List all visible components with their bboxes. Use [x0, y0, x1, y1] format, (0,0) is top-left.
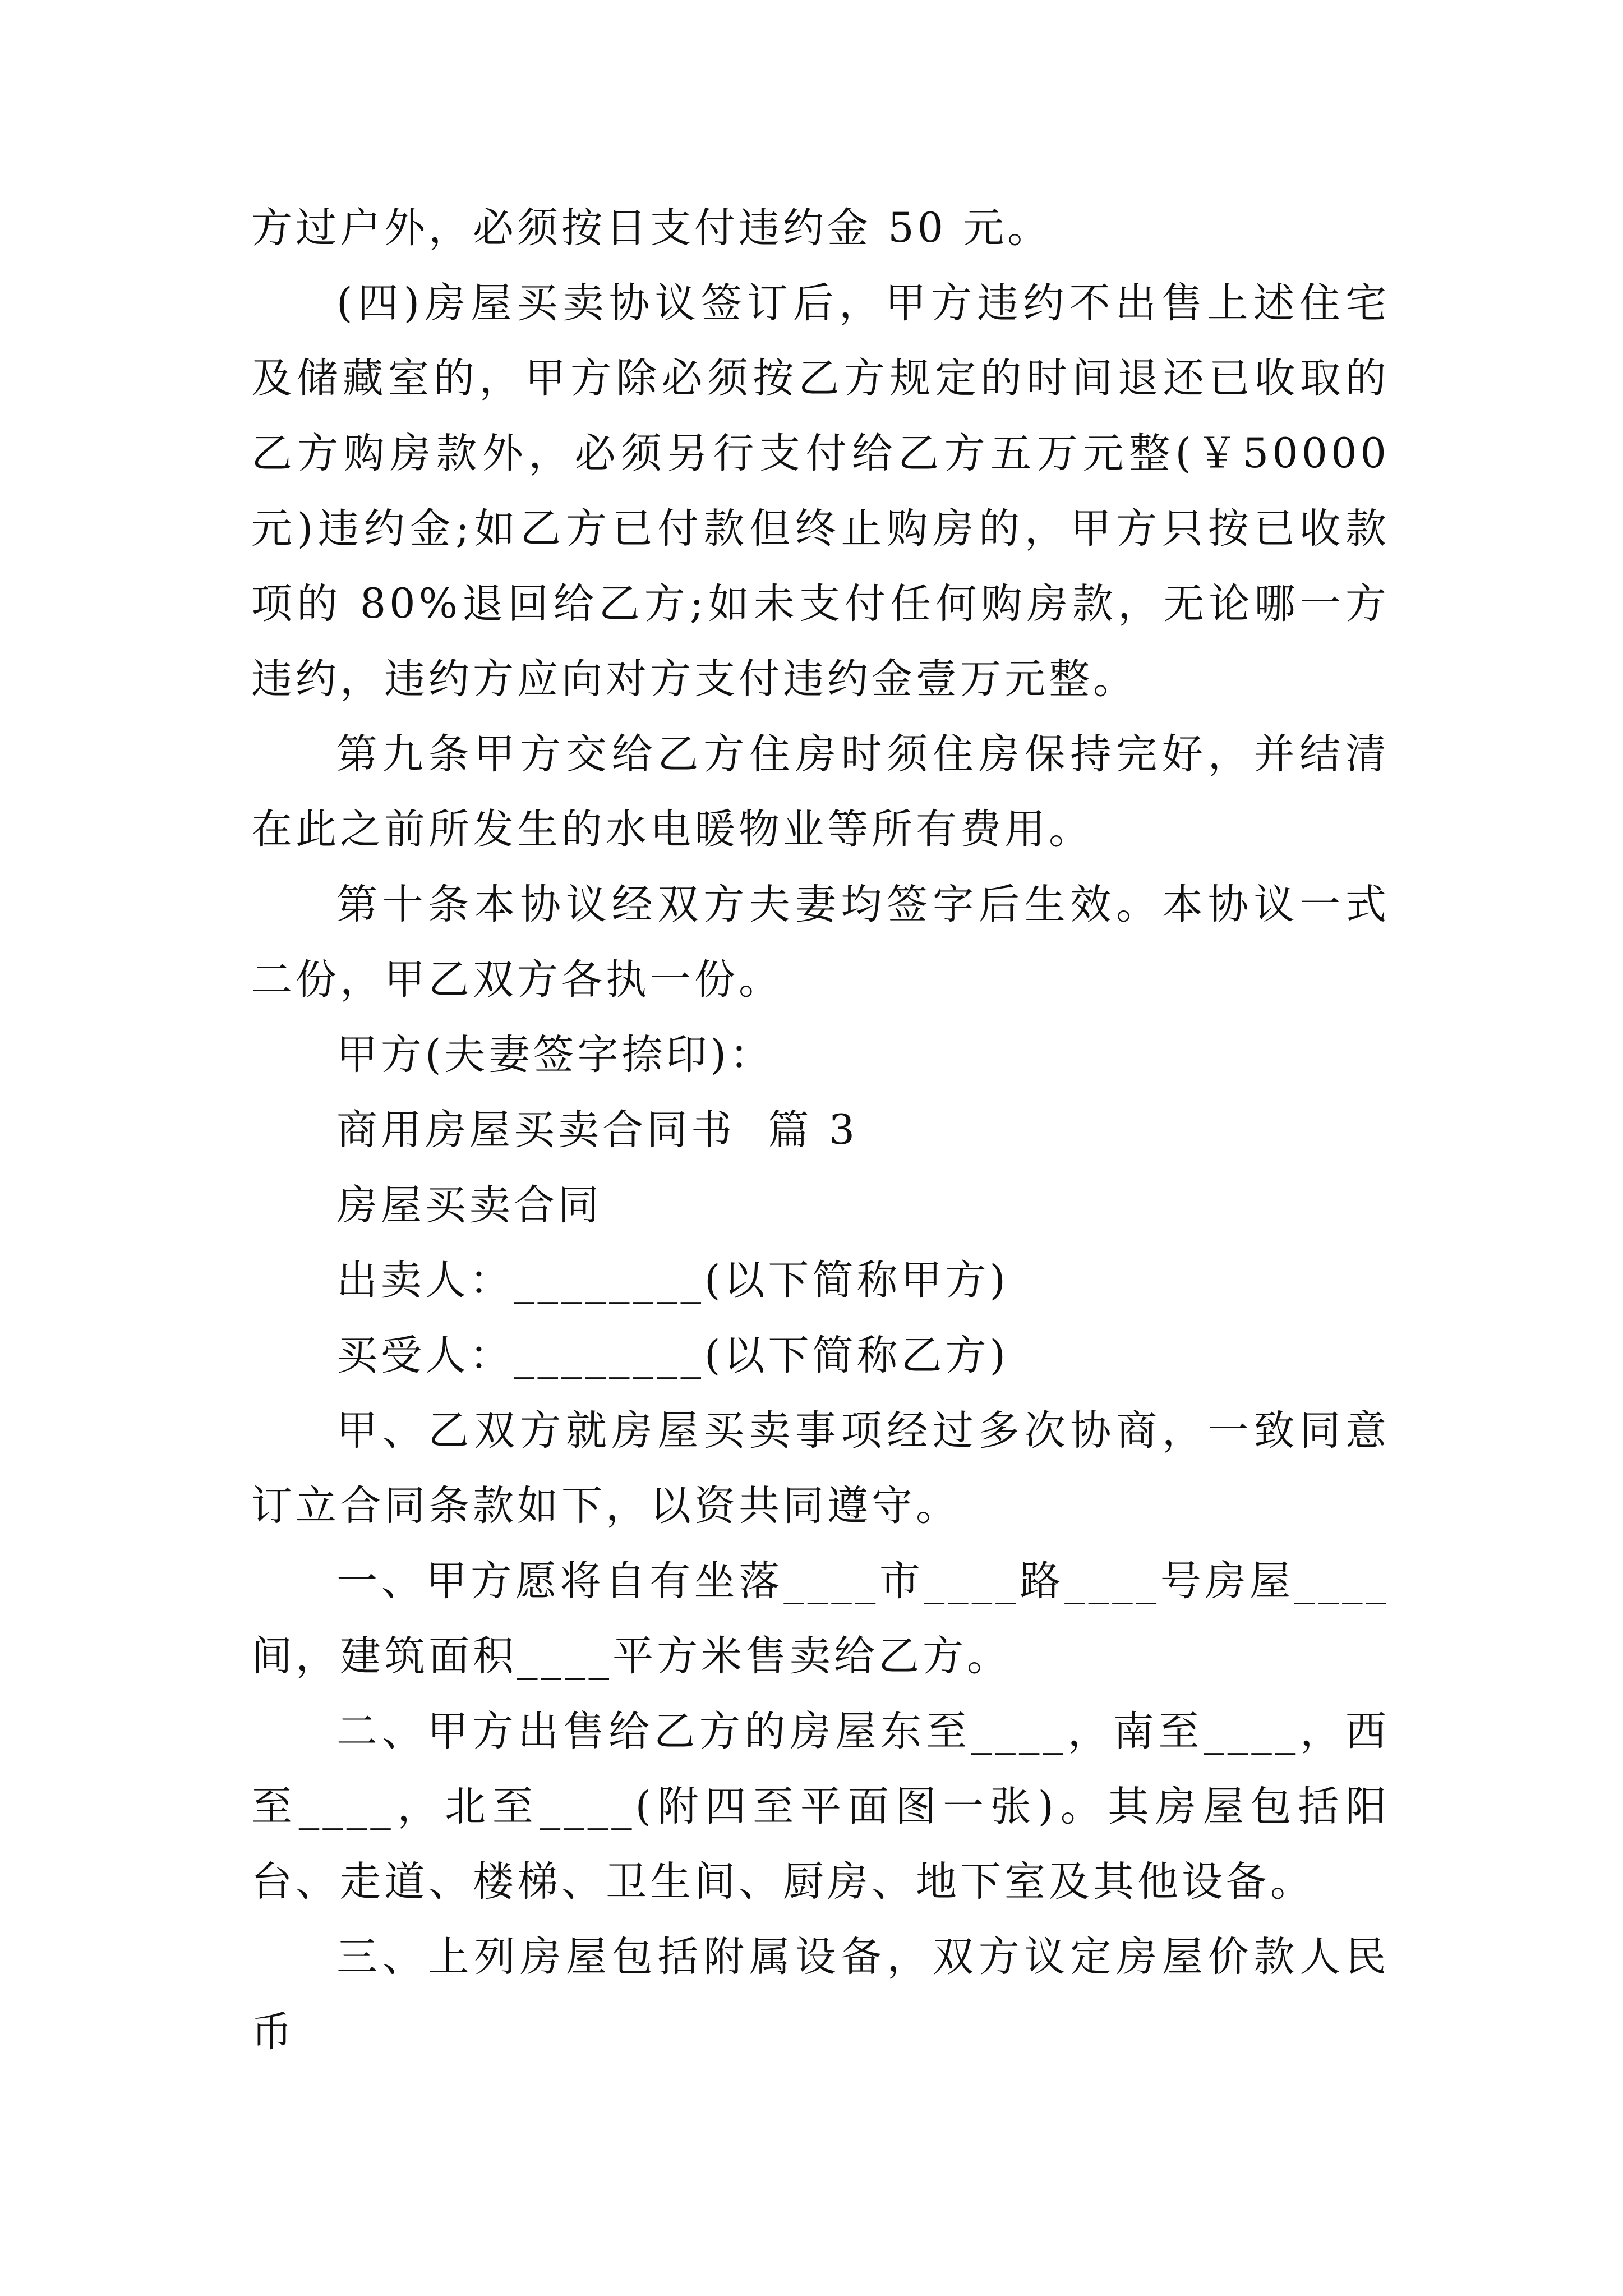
party-a-signature-line: 甲方(夫妻签字捺印)：: [336, 1031, 774, 1079]
seller-line: 出卖人：________(以下简称甲方): [336, 1257, 1009, 1304]
paragraph-item-two: 二、甲方出售给乙方的房屋东至____，南至____，西至____，北至____(附四至平面图一张)。其房屋包括阳台、走道、楼梯、卫生间、厨房、地下室及其他设备。: [251, 1708, 1390, 1906]
paragraph-penalty-continuation: 方过户外，必须按日支付违约金 50 元。: [251, 204, 1052, 252]
contract-text-body: [251, 191, 1407, 2070]
paragraph-item-one: 一、甲方愿将自有坐落____市____路____号房屋____间，建筑面积____平方米售卖给乙方。: [251, 1557, 1390, 1680]
contract-title: 房屋买卖合同: [336, 1181, 602, 1229]
paragraph-article-ten: 第十条本协议经双方夫妻均签字后生效。本协议一式二份，甲乙双方各执一份。: [251, 881, 1390, 1004]
buyer-line: 买受人：________(以下简称乙方): [336, 1332, 1009, 1379]
paragraph-agreement-intro: 甲、乙双方就房屋买卖事项经过多次协商，一致同意订立合同条款如下，以资共同遵守。: [251, 1407, 1390, 1530]
paragraph-item-three: 三、上列房屋包括附属设备，双方议定房屋价款人民币: [251, 1933, 1390, 2056]
paragraph-article-nine: 第九条甲方交给乙方住房时须住房保持完好，并结清在此之前所发生的水电暖物业等所有费用。: [251, 730, 1390, 853]
paragraph-clause-four-breach: (四)房屋买卖协议签订后，甲方违约不出售上述住宅及储藏室的，甲方除必须按乙方规定的时间退还已收取的乙方购房款外，必须另行支付给乙方五万元整(￥50000 元)违约金;如乙方已付款但终止购房的，甲方只按已收款项的 80%退回给乙方;如未支付任何购房款，无论哪一方违约，违约方应向对方支付违约金壹万元整。: [251, 279, 1407, 703]
section-heading-part-3: 商用房屋买卖合同书 篇 3: [336, 1106, 859, 1154]
